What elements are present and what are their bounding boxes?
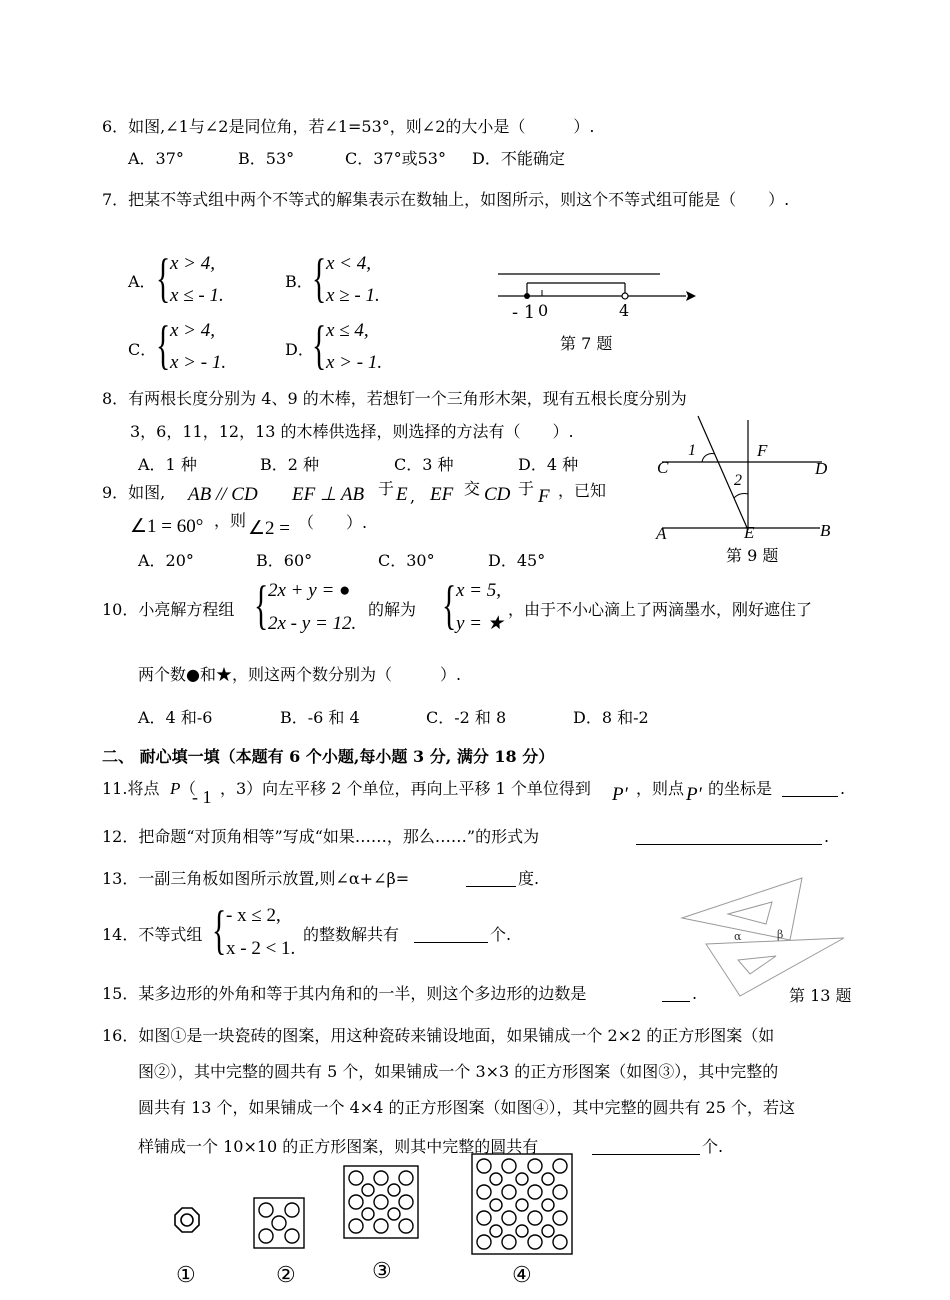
q10-tail: ，由于不小心滴上了两滴墨水，刚好遮住了: [508, 600, 813, 619]
q9-fig-label-c: C: [657, 458, 669, 477]
q15-blank: [662, 983, 690, 1008]
q11-end: .: [840, 779, 846, 798]
q7-tick-0: 0: [538, 301, 549, 320]
q11-point-p: P: [170, 779, 181, 798]
q8-line2: 3，6，11，12，13 的木棒供选择，则选择的方法有（ ）.: [130, 422, 574, 441]
q7-d-ineq1: x ≤ 4,: [326, 320, 369, 341]
q9-option-c: C．30°: [378, 551, 435, 570]
q16-tile-figure-3: [342, 1164, 420, 1240]
q8-option-a: A．1 种: [138, 455, 197, 474]
q8-option-c: C．3 种: [394, 455, 454, 474]
q9-fig-label-2: 2: [734, 472, 742, 489]
q10-prefix: 10．小亮解方程组: [102, 600, 235, 619]
q8-line1: 8．有两根长度分别为 4、9 的木棒，若想钉一个三角形木架，现有五根长度分别为: [102, 389, 687, 408]
q11-point-p-prime: P′: [612, 784, 628, 805]
q9-option-d: D．45°: [488, 551, 546, 570]
q7-a-ineq2: x ≤ - 1.: [170, 285, 224, 306]
q11-part3: ，3）向左平移 2 个单位，再向上平移 1 个单位得到: [220, 779, 591, 798]
q10-option-a: A．4 和-6: [138, 708, 213, 727]
q9-fig-label-f: F: [757, 441, 768, 460]
q16-fig-label-1: ①: [176, 1263, 196, 1288]
q14-ineq2: x - 2 < 1.: [226, 938, 296, 959]
q9-paren: （ ）.: [298, 513, 368, 532]
q7-option-b-label: B．: [285, 272, 313, 291]
q13-caption: 第 13 题: [789, 986, 852, 1005]
q16-tile-figure-1: [172, 1206, 202, 1236]
q9-fig-label-b: B: [820, 521, 831, 540]
q13-end: 度.: [518, 869, 540, 888]
q8-option-d: D．4 种: [518, 455, 579, 474]
q10-line2: 两个数●和★，则这两个数分别为（ ）.: [138, 665, 462, 684]
q10-sol2: y = ★: [456, 613, 504, 634]
q7-c-ineq2: x > - 1.: [170, 352, 227, 373]
q7-b-brace: {: [312, 248, 327, 308]
q9-ab-parallel-cd: AB // CD: [188, 484, 258, 505]
q9-yizhi: ，已知: [558, 481, 607, 500]
q9-fig-label-e: E: [744, 523, 755, 542]
q16-blank: [592, 1136, 700, 1161]
q11-part1: 11.将点: [102, 779, 160, 798]
q11-point-p-prime-2: P′: [686, 784, 702, 805]
q9-yu2: 于: [518, 479, 535, 498]
q6-stem: 6．如图,∠1与∠2是同位角，若∠1=53°，则∠2的大小是（ ）.: [102, 117, 595, 136]
q9-angle2: ∠2 =: [248, 518, 290, 539]
q7-b-ineq2: x ≥ - 1.: [326, 285, 380, 306]
q7-c-brace: {: [156, 315, 171, 375]
q14-brace: {: [212, 900, 227, 960]
q13-set-squares-figure: [680, 878, 850, 1000]
q11-part2: （: [180, 779, 197, 798]
q16-tile-figure-4: [470, 1152, 574, 1256]
q14-tail: 的整数解共有: [303, 925, 400, 944]
q9-caption: 第 9 题: [726, 546, 779, 565]
q14-end: 个.: [490, 925, 512, 944]
q9-option-a: A．20°: [138, 551, 194, 570]
q10-solution-brace: {: [442, 575, 457, 635]
q16-tile-figure-2: [252, 1196, 306, 1250]
q9-point-f: F: [538, 486, 550, 507]
q10-option-c: C．-2 和 8: [426, 708, 507, 727]
q10-eq1: 2x + y = ●: [268, 580, 351, 601]
q9-jiao: 交: [464, 479, 481, 498]
q7-option-c-label: C．: [128, 340, 157, 359]
q9-angle1: ∠1 = 60°: [130, 516, 204, 537]
q16-fig-label-3: ③: [372, 1259, 392, 1284]
q9-yu1: 于: [378, 479, 395, 498]
q7-tick-minus1: - 1: [512, 302, 536, 323]
q9-option-b: B．60°: [256, 551, 313, 570]
q9-fig-label-a: A: [656, 524, 667, 543]
q10-system-brace: {: [254, 575, 269, 635]
q8-option-b: B．2 种: [260, 455, 320, 474]
q9-fig-label-d: D: [815, 459, 828, 478]
q14-ineq1: - x ≤ 2,: [226, 905, 281, 926]
q14-prefix: 14．不等式组: [102, 925, 203, 944]
q6-option-b: B．53°: [238, 149, 295, 168]
q11-minus1: - 1: [192, 787, 212, 807]
q16-line3: 圆共有 13 个，如果铺成一个 4×4 的正方形图案（如图④），其中完整的圆共有 25 个，若这: [138, 1098, 796, 1117]
q6-option-d: D．不能确定: [472, 149, 565, 168]
q9-ze: ，则: [214, 511, 247, 530]
q7-b-ineq1: x < 4,: [326, 253, 372, 274]
q13-blank: [466, 868, 516, 893]
q16-line2: 图②），其中完整的圆共有 5 个，如果铺成一个 3×3 的正方形图案（如图③），其中完整的: [138, 1062, 779, 1081]
q6-option-c: C．37°或53°: [345, 149, 446, 168]
q10-option-d: D．8 和-2: [573, 708, 649, 727]
q11-blank: [782, 778, 838, 803]
q9-cd: CD: [484, 484, 511, 505]
q16-fig-label-2: ②: [276, 1263, 296, 1288]
q12-blank: [636, 826, 822, 851]
q10-option-b: B．-6 和 4: [280, 708, 360, 727]
q7-caption: 第 7 题: [560, 334, 613, 353]
q15-text: 15．某多边形的外角和等于其内角和的一半，则这个多边形的边数是: [102, 984, 587, 1003]
q13-text: 13．一副三角板如图所示放置,则∠α+∠β=: [102, 869, 410, 888]
section2-title: 二、 耐心填一填（本题有 6 个小题,每小题 3 分, 满分 18 分）: [102, 747, 555, 766]
q7-a-ineq1: x > 4,: [170, 253, 216, 274]
q7-option-a-label: A．: [128, 272, 156, 291]
q7-stem: 7．把某不等式组中两个不等式的解集表示在数轴上，如图所示，则这个不等式组可能是（ ）.: [102, 190, 790, 209]
q7-c-ineq1: x > 4,: [170, 320, 216, 341]
q11-part4: ，则点: [636, 779, 685, 798]
q12-text: 12．把命题“对顶角相等”写成“如果……，那么……”的形式为: [102, 827, 540, 846]
q9-prefix: 9．如图,: [102, 483, 166, 502]
q9-ef-perp-ab: EF ⊥ AB: [292, 484, 365, 505]
q16-fig-label-4: ④: [512, 1263, 532, 1288]
q7-a-brace: {: [156, 248, 171, 308]
q7-tick-4: 4: [619, 301, 630, 320]
q7-option-d-label: D．: [285, 340, 314, 359]
q9-fig-label-1: 1: [688, 442, 696, 459]
q10-sol1: x = 5,: [456, 580, 502, 601]
q10-mid: 的解为: [368, 600, 417, 619]
q14-blank: [414, 924, 488, 949]
q16-line4: 样铺成一个 10×10 的正方形图案，则其中完整的圆共有: [138, 1137, 539, 1156]
q11-part5: 的坐标是: [708, 779, 773, 798]
q13-fig-alpha: α: [734, 930, 742, 943]
q16-end: 个.: [702, 1137, 724, 1156]
q9-point-e: E: [396, 484, 408, 505]
q6-option-a: A．37°: [128, 149, 184, 168]
q13-fig-beta: β: [777, 928, 784, 941]
q15-end: .: [692, 984, 698, 1003]
q7-d-brace: {: [312, 315, 327, 375]
q12-end: .: [824, 827, 830, 846]
q16-line1: 16．如图①是一块瓷砖的图案，用这种瓷砖来铺设地面，如果铺成一个 2×2 的正方形图案（如: [102, 1026, 775, 1045]
q9-ef: EF: [430, 484, 454, 505]
q7-d-ineq2: x > - 1.: [326, 352, 383, 373]
q10-eq2: 2x - y = 12.: [268, 613, 357, 634]
